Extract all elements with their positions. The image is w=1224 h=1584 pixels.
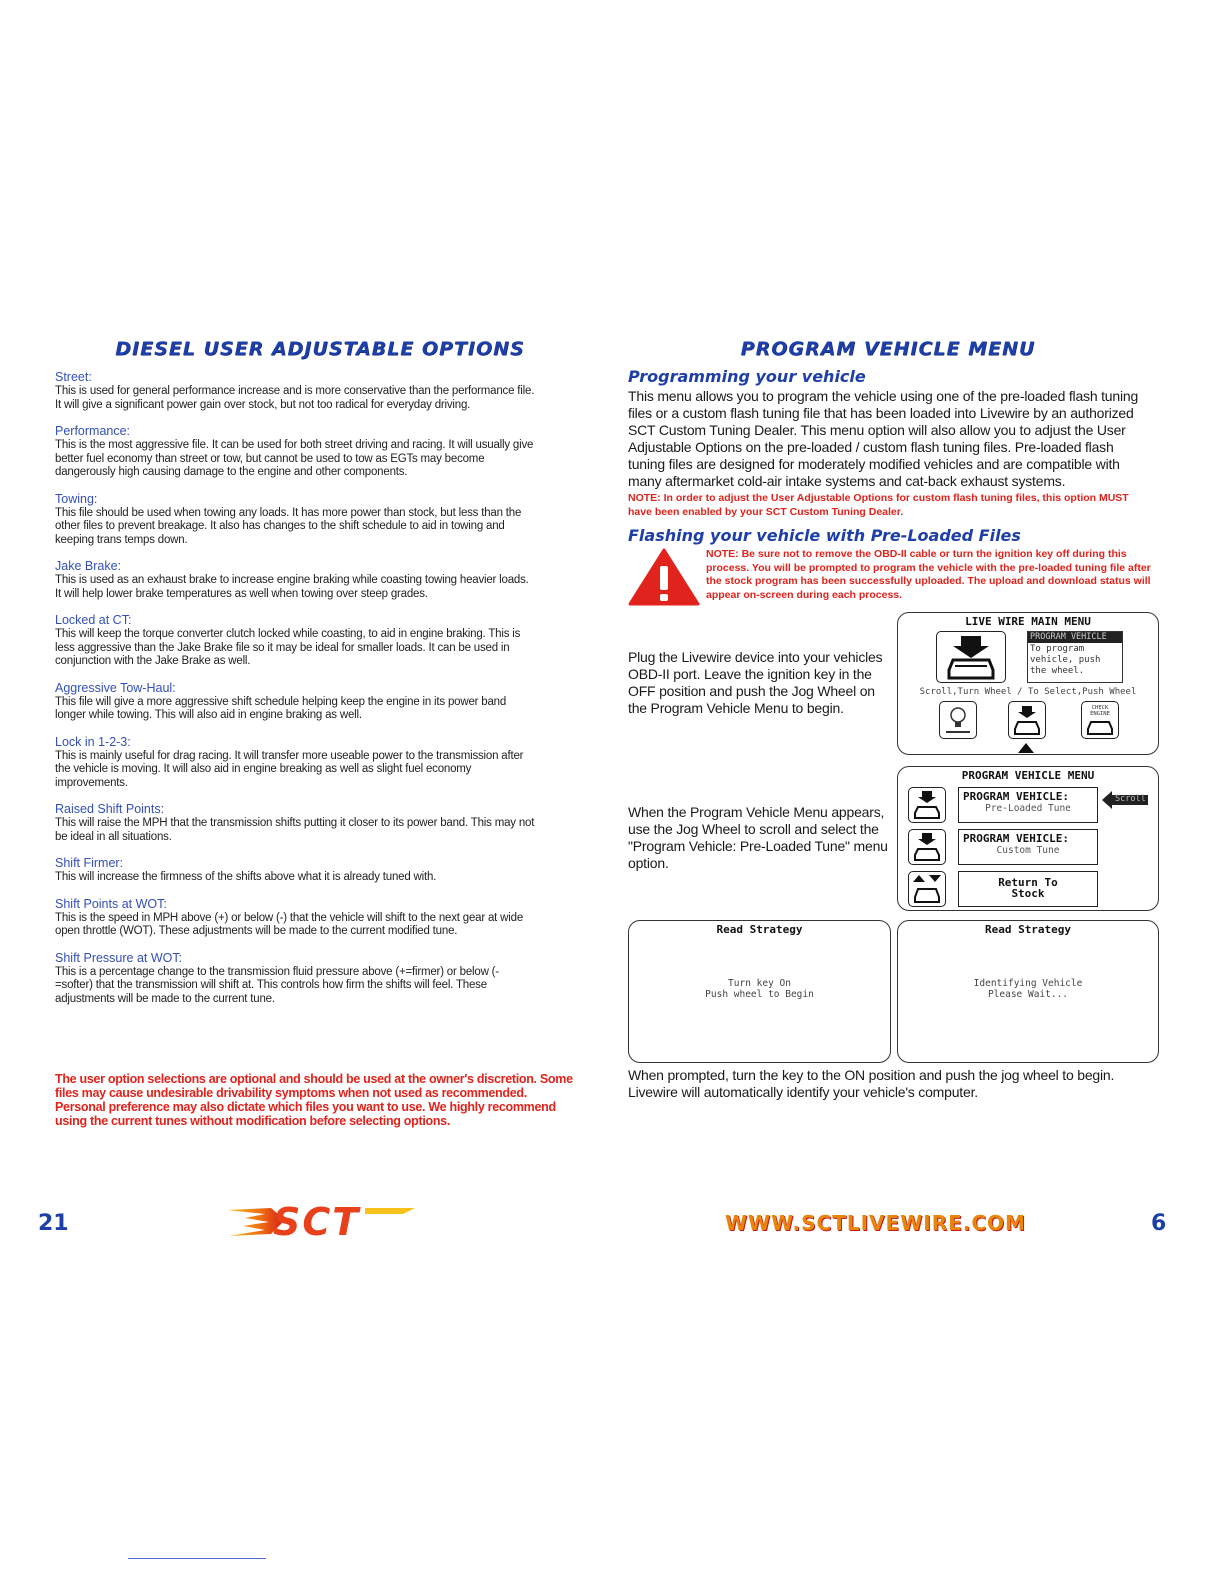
step2-text: When the Program Vehicle Menu appears, use the Jog Wheel to scroll and select the "Program Vehicle: Pre-Loaded Tune" menu option. [628, 804, 888, 871]
option-description: This is mainly useful for drag racing. It will transfer more useable power to the transmission after the vehicle is moving. It will also aid in engine breaking as well as slight fuel economy improvements. [55, 749, 524, 789]
menu-item-custom-sub: Custom Tune [996, 845, 1060, 856]
read-strategy-2-line1: Identifying Vehicle [973, 978, 1083, 989]
scroll-label: Scroll [1115, 794, 1146, 804]
menu-item-custom-title: PROGRAM VEHICLE: [963, 832, 1069, 845]
note-text: In order to adjust the User Adjustable Options for custom flash tuning files, this option MUST have been enabled by your SCT Custom Tuning Dealer. [628, 492, 1129, 518]
option-description: This will keep the torque converter clutch locked while coasting, to aid in engine braking. This is less aggressive than the Jake Brake file so it may be ideal for smaller loads. It can be used in conjunction with the Jake Brake as well. [55, 628, 521, 667]
menu-item-return-title: Return To Stock [998, 876, 1058, 900]
main-menu-highlight: PROGRAM VEHICLE [1028, 632, 1122, 643]
option-description: This will raise the MPH that the transmission shifts putting it closer to its power band. This may not be ideal in all situations. [55, 817, 535, 843]
pre-loaded-tune-icon [908, 787, 946, 823]
warning-icon [628, 548, 700, 606]
footnote-rule [128, 1558, 266, 1559]
option-description: This is used as an exhaust brake to increase engine braking while coasting towing heavier loads. It will help lower brake temperatures as well when towing over steep grades. [55, 574, 529, 600]
option-heading: Lock in 1-2-3: [55, 734, 131, 749]
programming-subtitle: Programming your vehicle [628, 367, 866, 386]
option-heading: Shift Pressure at WOT: [55, 950, 183, 965]
scroll-arrow [1102, 791, 1148, 809]
return-stock-icon [908, 871, 946, 907]
option-heading: Locked at CT: [55, 613, 132, 627]
read-strategy-2-line2: Please Wait... [987, 989, 1069, 1000]
option-description: This file will give a more aggressive shift schedule helping keep the engine in its power band longer while towing. This will also aid in engine braking as well. [55, 695, 507, 721]
read-strategy-screen-2 [897, 920, 1159, 1063]
sct-logo-text: SCT [273, 1200, 361, 1244]
read-strategy-screen-1 [628, 920, 891, 1063]
check-engine-label: CHECK ENGINE [1090, 705, 1110, 717]
option-heading: Towing: [55, 491, 98, 506]
option-heading: Street: [55, 370, 92, 384]
selection-caret-icon [1018, 743, 1034, 753]
option-heading: Shift Firmer: [55, 856, 124, 870]
right-page-title: PROGRAM VEHICLE MENU [740, 338, 1036, 360]
option-heading: Shift Points at WOT: [55, 896, 167, 911]
option-description: This file should be used when towing any loads. It has more power than stock, but less than the other files to prevent breakage. It also has changes to the shift schedule to aid in towing and keeping trans temps down. [55, 506, 522, 546]
main-menu-title: LIVE WIRE MAIN MENU [965, 615, 1091, 628]
main-menu-hint: Scroll,Turn Wheel / To Select,Push Wheel [919, 687, 1137, 697]
option-description: This is the most aggressive file. It can be used for both street driving and racing. It will usually give better fuel economy than street or tow, but cannot be used to tow as EGTs may become dangerously high causing damage to the engine and other components. [55, 439, 534, 478]
main-menu-desc-box [1027, 631, 1123, 683]
menu-item-custom-tune[interactable] [958, 829, 1098, 865]
main-menu-desc: To program vehicle, push the wheel. [1030, 644, 1101, 676]
programming-paragraph: This menu allows you to program the vehicle using one of the pre-loaded flash tuning files or a custom flash tuning file that has been loaded into Livewire by an authorized SCT Custom Tuning Dealer. This menu option will also allow you to adjust the User Adjustable Options on the pre-loaded / custom flash tuning files. Pre-loaded flash tuning files are designed for moderately modified vehicles and are compatible with many aftermarket cold-air intake systems and cat-back exhaust systems. [628, 388, 1139, 489]
option-description: This is the speed in MPH above (+) or below (-) that the vehicle will shift to the next gear at wide open throttle (WOT). These adjustments will be made to the current modified tune. [55, 911, 524, 937]
option-description: This is a percentage change to the transmission fluid pressure above (+=firmer) or below (-=softer) that the transmission will shift at. This controls how firm the shifts will feel. These adjustments will be made to the current tune. [55, 965, 499, 1005]
note-label: NOTE: [628, 492, 661, 504]
website-url[interactable]: WWW.SCTLIVEWIRE.COM [725, 1211, 1026, 1235]
option-description: This will increase the firmness of the shifts above what it is already tuned with. [55, 871, 437, 883]
program-menu-screen [897, 766, 1159, 911]
option-heading: Raised Shift Points: [55, 802, 165, 816]
option-heading: Aggressive Tow-Haul: [55, 680, 176, 695]
main-menu-screen [897, 612, 1159, 755]
car-download-icon [1008, 701, 1046, 739]
right-page-number: 6 [1151, 1211, 1167, 1236]
menu-item-return-stock[interactable] [958, 871, 1098, 907]
check-engine-icon [1081, 701, 1119, 739]
read-strategy-1-line2: Push wheel to Begin [705, 989, 814, 1000]
menu-item-pre-loaded-sub: Pre-Loaded Tune [985, 803, 1071, 814]
option-description: This is used for general performance increase and is more conservative than the performance file. It will give a significant power gain over stock, but not too radical for everyday driving. [55, 385, 535, 411]
sct-logo [225, 1200, 420, 1244]
menu-item-pre-loaded[interactable] [958, 787, 1098, 823]
read-strategy-1-line1: Turn key On [728, 978, 791, 989]
left-page-number: 21 [38, 1211, 69, 1236]
read-strategy-2-title: Read Strategy [984, 923, 1072, 936]
program-vehicle-icon [936, 631, 1006, 683]
left-page-title: DIESEL USER ADJUSTABLE OPTIONS [115, 338, 525, 360]
custom-tune-icon [908, 829, 946, 865]
light-wrench-icon [939, 701, 977, 739]
warning-text: NOTE: Be sure not to remove the OBD-II cable or turn the ignition key off during this process. You will be prompted to program the vehicle with the pre-loaded tuning file after the stock program has been successfully uploaded. The upload and download status will appear on-screen during each process. [706, 548, 1151, 601]
options-list [55, 370, 535, 1018]
option-heading: Jake Brake: [55, 559, 122, 573]
flashing-subtitle: Flashing your vehicle with Pre-Loaded Files [628, 526, 1021, 545]
menu-item-pre-loaded-title: PROGRAM VEHICLE: [963, 790, 1069, 803]
program-menu-title: PROGRAM VEHICLE MENU [961, 769, 1095, 782]
step1-text: Plug the Livewire device into your vehicles OBD-II port. Leave the ignition key in the OFF position and push the Jog Wheel on the Program Vehicle Menu to begin. [628, 649, 883, 716]
step3-text: When prompted, turn the key to the ON position and push the jog wheel to begin. Livewire will automatically identify your vehicle's computer. [628, 1067, 1115, 1100]
option-heading: Performance: [55, 424, 131, 438]
note-custom-files [628, 492, 1153, 519]
read-strategy-1-title: Read Strategy [716, 923, 803, 936]
disclaimer: The user option selections are optional and should be used at the owner's discretion. Some files may cause undesirable drivability symptoms when not used as recommended. Personal preference may also dictate which files you want to use. We highly recommend using the current tunes without modification before selecting options. [55, 1072, 573, 1128]
